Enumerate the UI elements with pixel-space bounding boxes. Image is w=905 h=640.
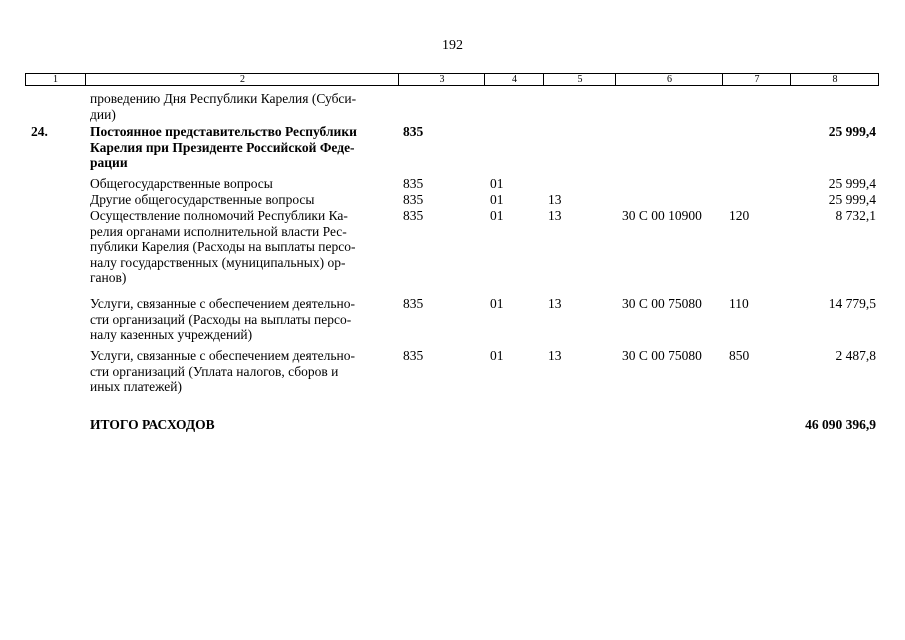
row-7-c5: 13 (548, 348, 562, 363)
row-6-c4: 01 (490, 296, 504, 311)
header-col-6: 6 (615, 74, 723, 85)
row-6-c8: 14 779,5 (828, 296, 876, 311)
row-7-c7: 850 (729, 348, 750, 363)
page-number: 192 (442, 38, 463, 53)
row-5-c6: 30 С 00 10900 (622, 208, 702, 223)
row-3-c8: 25 999,4 (828, 176, 876, 191)
header-col-3: 3 (398, 74, 485, 85)
row-3-name: Общегосударственные вопросы (90, 176, 273, 191)
row-7-c6: 30 С 00 75080 (622, 348, 702, 363)
row-2-num: 24. (31, 124, 48, 139)
row-4-name: Другие общегосударственные вопросы (90, 192, 315, 207)
row-2-c8: 25 999,4 (828, 124, 876, 139)
row-4-c3: 835 (403, 192, 424, 207)
row-6-c6: 30 С 00 75080 (622, 296, 702, 311)
total-value: 46 090 396,9 (805, 417, 876, 432)
row-5-name: Осуществление полномочий Республики Ка- релия органами исполнительной власти Рес- публики Карелия (Расходы на выплаты персо- налу государственных (муниципальных) ор- ганов) (90, 208, 356, 286)
row-4-c4: 01 (490, 192, 504, 207)
row-2-name: Постоянное представительство Республики Карелия при Президенте Российской Феде- рации (90, 124, 357, 171)
row-7-c3: 835 (403, 348, 424, 363)
row-1-name: проведению Дня Республики Карелия (Субси- дии) (90, 91, 357, 122)
row-5-c3: 835 (403, 208, 424, 223)
row-7-c4: 01 (490, 348, 504, 363)
row-5-c5: 13 (548, 208, 562, 223)
header-col-2: 2 (85, 74, 399, 85)
row-3-c3: 835 (403, 176, 424, 191)
total-label: ИТОГО РАСХОДОВ (90, 417, 215, 432)
row-4-c8: 25 999,4 (828, 192, 876, 207)
row-4-c5: 13 (548, 192, 562, 207)
row-2-c3: 835 (403, 124, 424, 139)
row-5-c7: 120 (729, 208, 750, 223)
row-7-c8: 2 487,8 (835, 348, 876, 363)
row-6-c3: 835 (403, 296, 424, 311)
row-5-c4: 01 (490, 208, 504, 223)
header-col-5: 5 (543, 74, 616, 85)
table-header (25, 73, 879, 86)
header-col-4: 4 (484, 74, 544, 85)
header-col-7: 7 (722, 74, 791, 85)
row-6-c5: 13 (548, 296, 562, 311)
row-5-c8: 8 732,1 (835, 208, 876, 223)
row-6-name: Услуги, связанные с обеспечением деятельно- сти организаций (Расходы на выплаты персо- налу казенных учреждений) (90, 296, 356, 343)
row-6-c7: 110 (729, 296, 749, 311)
row-3-c4: 01 (490, 176, 504, 191)
row-7-name: Услуги, связанные с обеспечением деятельно- сти организаций (Уплата налогов, сборов и иных платежей) (90, 348, 356, 395)
header-col-8: 8 (790, 74, 879, 85)
header-col-1: 1 (53, 74, 58, 85)
